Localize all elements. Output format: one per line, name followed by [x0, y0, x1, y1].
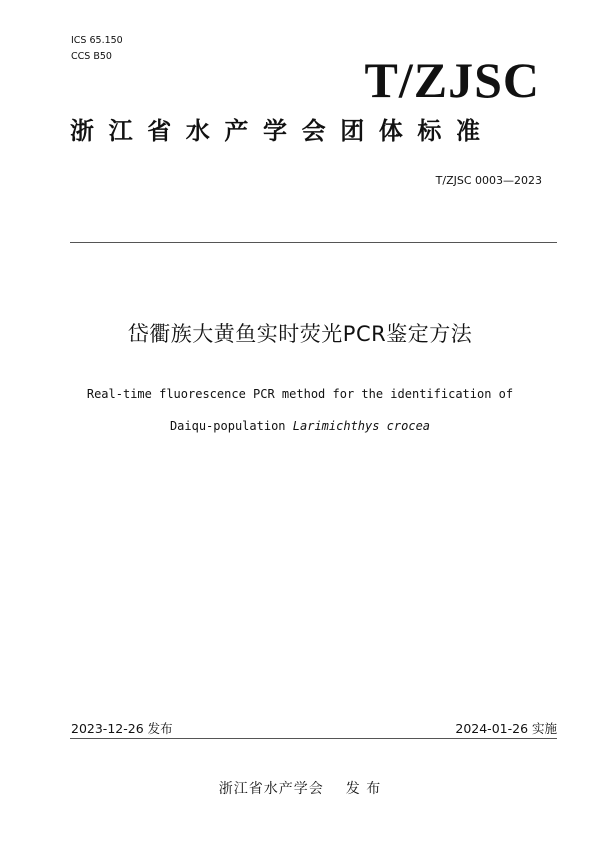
implementation-date: 2024-01-26 实施 [455, 721, 557, 736]
issue-date: 2023-12-26 发布 [71, 721, 173, 736]
top-divider [70, 242, 557, 243]
english-title-line2 [0, 417, 600, 435]
ccs-code: CCS B50 [71, 51, 112, 62]
standard-brand: T/ZJSC [364, 52, 540, 108]
english-title-prefix: Daiqu-population [169, 419, 286, 433]
standard-number: T/ZJSC 0003—2023 [435, 174, 542, 187]
classification-codes [71, 33, 123, 65]
english-title-line1: Real-time fluorescence PCR method for the identification of [86, 387, 514, 401]
publish-action: 发 布 [345, 781, 382, 797]
species-name: Larimichthys crocea [292, 419, 431, 433]
organization-title: 浙江省水产学会团体标准 [70, 117, 495, 145]
ics-code: ICS 65.150 [71, 35, 123, 46]
publisher-line [0, 778, 600, 798]
publisher-name: 浙江省水产学会 [218, 781, 324, 797]
chinese-title: 岱衢族大黄鱼实时荧光PCR鉴定方法 [127, 322, 473, 346]
bottom-divider [70, 738, 557, 739]
